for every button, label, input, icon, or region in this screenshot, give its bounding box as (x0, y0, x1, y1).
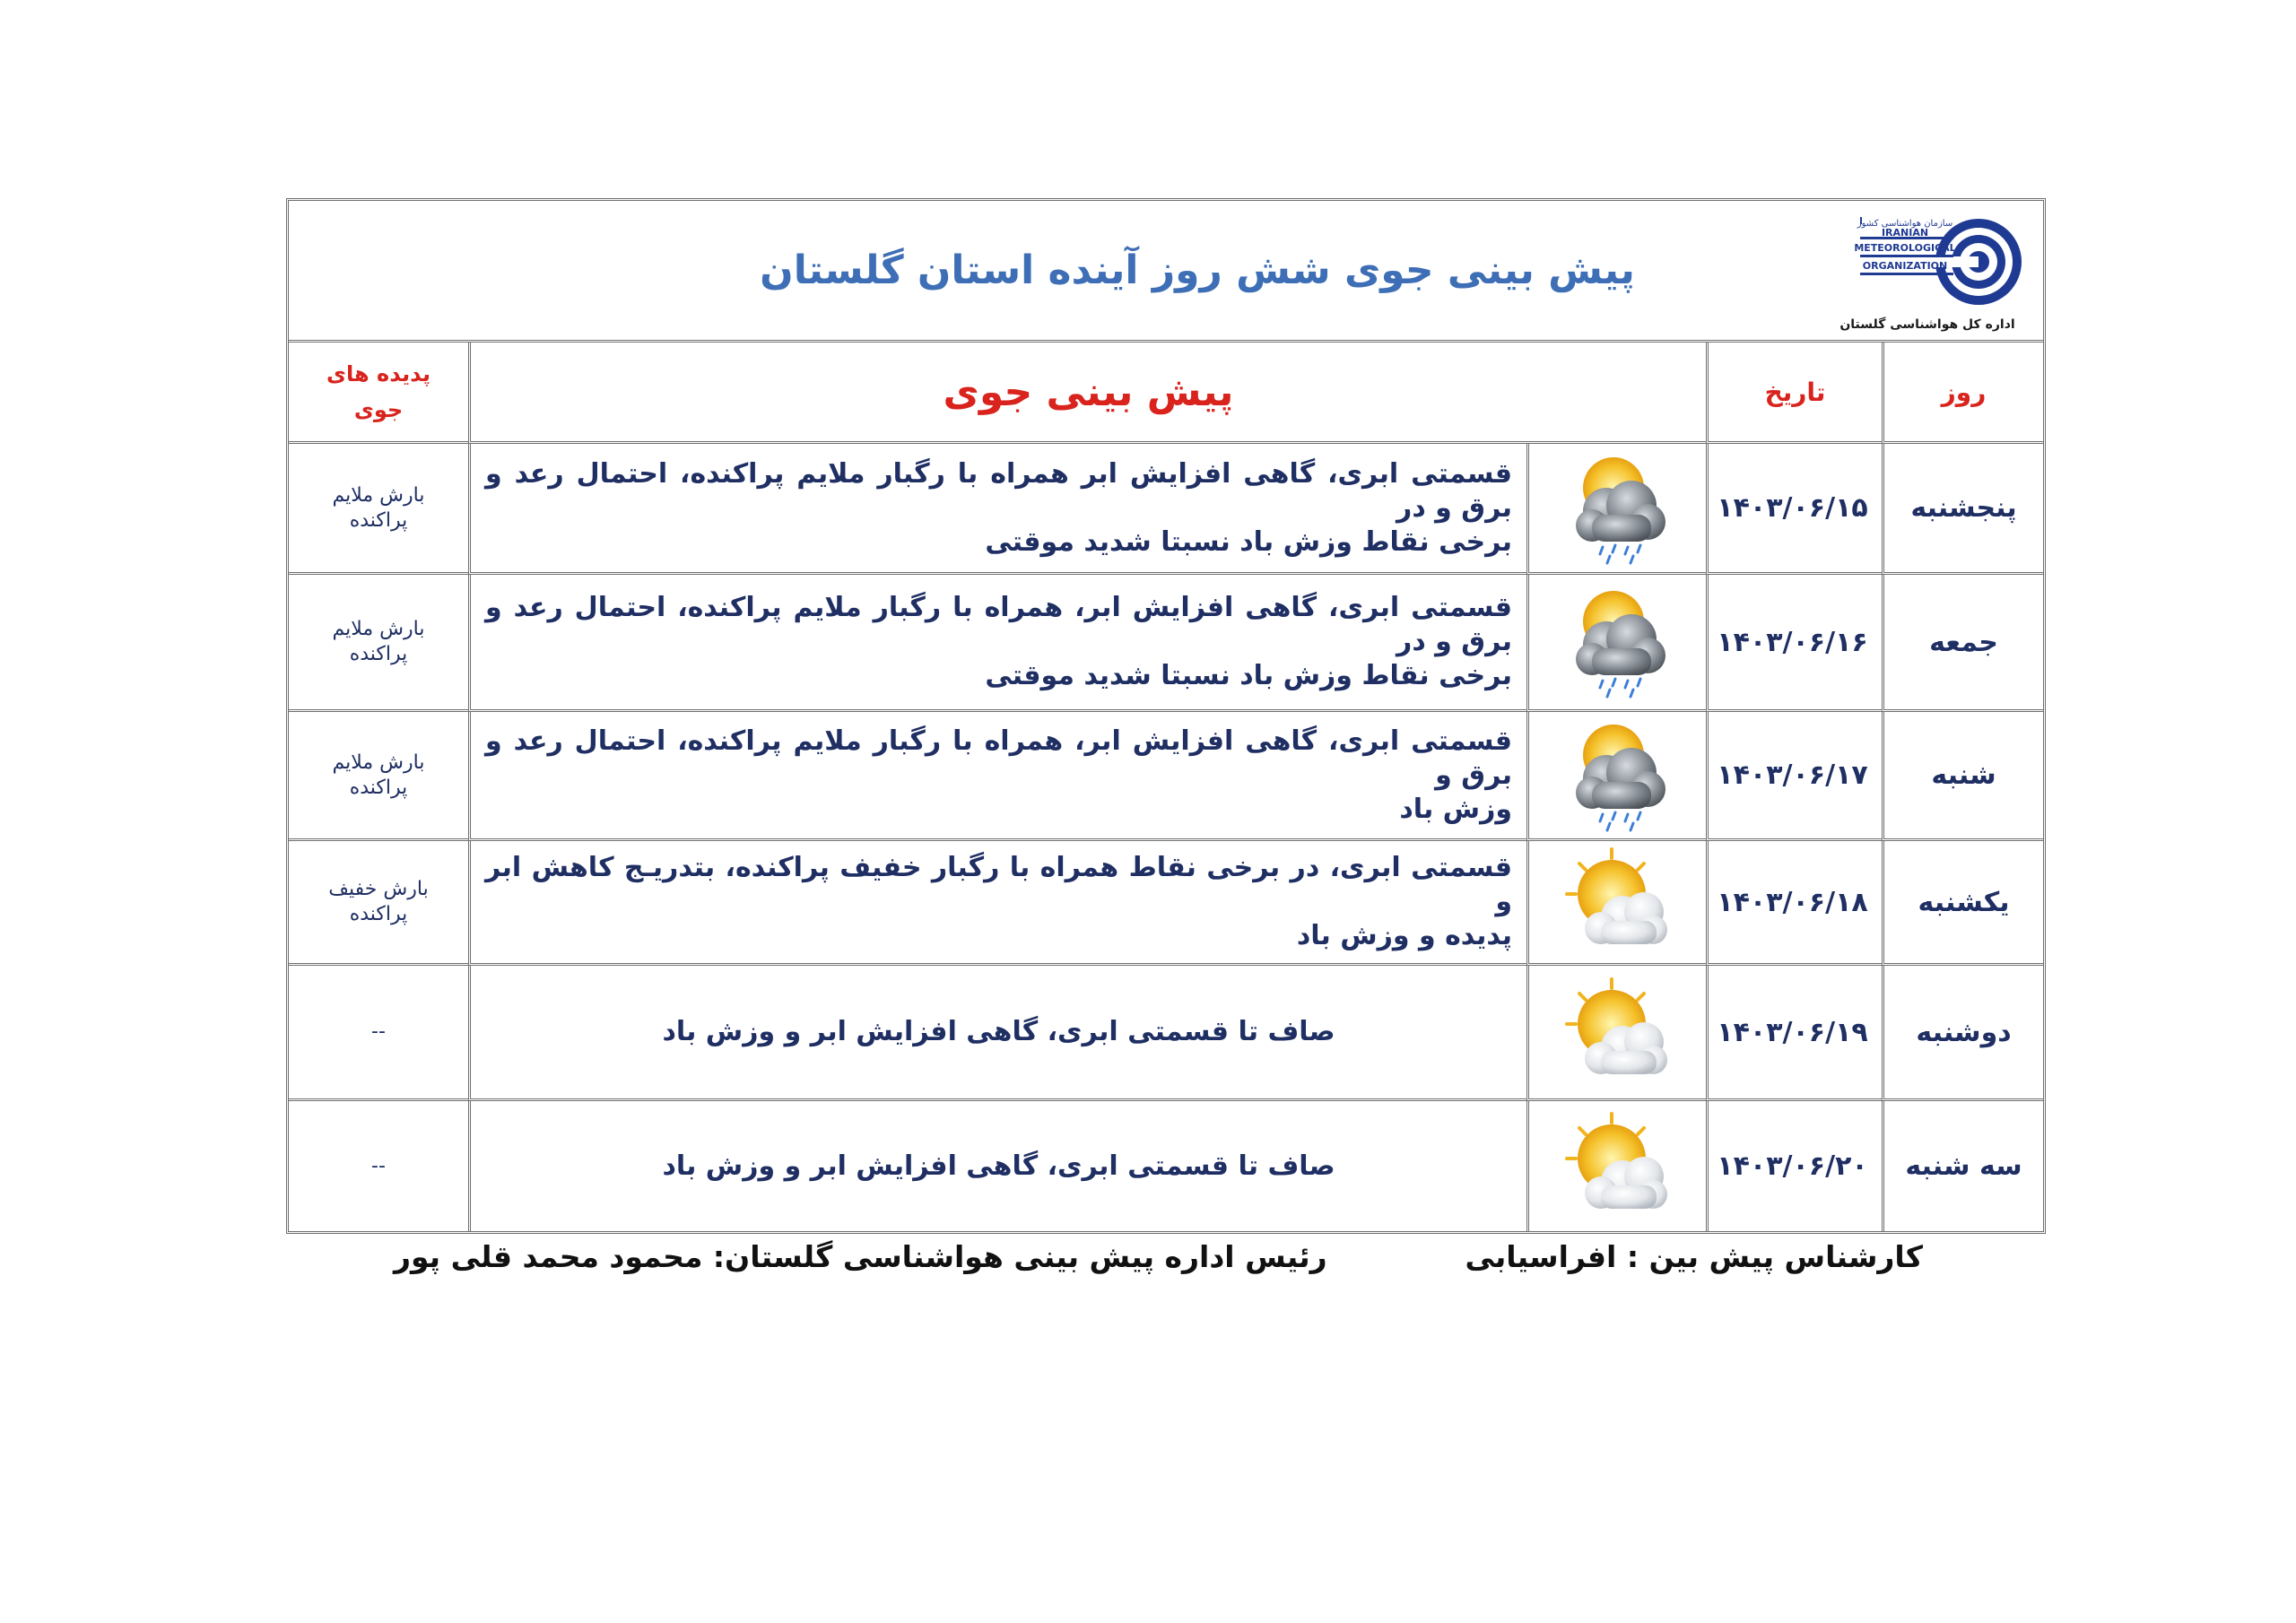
forecast-description-line-1: قسمتی ابری، در برخی نقاط همراه با رگبار خفیف پراکنده، بتدریـج کاهش ابر و (485, 852, 1512, 917)
column-header-forecast: پیش بینی جوی (468, 343, 1706, 444)
phenomena-cell (289, 444, 468, 575)
table-row (289, 712, 2043, 841)
forecast-description-line-2: برخی نقاط وزش باد نسبتا شدید موقتی (985, 525, 1512, 558)
logo-org-en-2: METEOROLOGICAL (1854, 242, 1956, 254)
logo-org-en-1: IRANIAN (1881, 227, 1929, 239)
partly-cloudy-sun-icon (1560, 974, 1676, 1090)
icon-cell (1526, 575, 1706, 712)
forecast-description (468, 712, 1526, 841)
phenomena-cell (289, 712, 468, 841)
table-row (289, 841, 2043, 966)
forecast-description-line-2: وزش باد (1399, 793, 1512, 825)
forecast-description-line-1: قسمتی ابری، گاهی افزایش ابر، همراه با رگبار ملایم پراکنده، احتمال رعد و برق و (485, 725, 1512, 791)
forecast-description-line-1: قسمتی ابری، گاهی افزایش ابر، همراه با رگبار ملایم پراکنده، احتمال رعد و برق و در (485, 592, 1512, 657)
phenomena-cell (289, 841, 468, 966)
column-header-day: روز (1882, 343, 2043, 444)
meteorological-organization-logo (1828, 212, 2027, 332)
table-header-row (289, 343, 2043, 444)
phenomena-line-1: بارش ملایم (332, 751, 425, 774)
phenomena-line-2: پراکنده (349, 643, 408, 665)
column-header-phenomena (289, 343, 468, 444)
partly-cloudy-sun-icon (1560, 844, 1676, 960)
table-row (289, 1101, 2043, 1231)
rain-cloud-sun-icon (1560, 584, 1676, 700)
forecast-description-line-2: پدیده و وزش باد (1296, 920, 1512, 951)
rain-cloud-sun-icon (1560, 717, 1676, 834)
phenomena-line-2: پراکنده (349, 903, 408, 925)
column-header-phenomena-line-2: جوی (353, 397, 404, 422)
logo-org-en-3: ORGANIZATION (1862, 260, 1948, 272)
phenomena-line-1: -- (371, 1154, 386, 1177)
forecaster-signature: کارشناس پیش بین : افراسیابی (1465, 1239, 1923, 1274)
day-cell: شنبه (1882, 712, 2043, 841)
date-cell: ۱۴۰۳/۰۶/۱۹ (1706, 966, 1882, 1101)
date-cell: ۱۴۰۳/۰۶/۱۶ (1706, 575, 1882, 712)
table-row (289, 575, 2043, 712)
column-header-phenomena-line-1: پدیده های (326, 361, 430, 386)
table-row (289, 966, 2043, 1101)
forecast-table (289, 343, 2043, 1231)
day-cell: پنجشنبه (1882, 444, 2043, 575)
phenomena-line-1: بارش ملایم (332, 483, 425, 507)
date-cell: ۱۴۰۳/۰۶/۱۷ (1706, 712, 1882, 841)
logo-cell (1810, 201, 2043, 340)
phenomena-cell (289, 1101, 468, 1231)
icon-cell (1526, 444, 1706, 575)
rain-cloud-sun-icon (1560, 450, 1676, 567)
phenomena-cell (289, 575, 468, 712)
title-cell (289, 201, 1810, 340)
phenomena-line-1: -- (371, 1020, 386, 1043)
column-header-date: تاریخ (1706, 343, 1882, 444)
footer (286, 1239, 2046, 1293)
date-cell: ۱۴۰۳/۰۶/۱۵ (1706, 444, 1882, 575)
forecast-description-line-1: صاف تا قسمتی ابری، گاهی افزایش ابر و وزش باد (662, 1016, 1335, 1047)
phenomena-line-2: پراکنده (349, 776, 408, 799)
page-title: پیش بینی جوی شش روز آینده استان گلستان (760, 247, 1635, 293)
sheet-header (289, 201, 2043, 343)
day-cell: یکشنبه (1882, 841, 2043, 966)
day-cell: سه شنبه (1882, 1101, 2043, 1231)
logo-caption: اداره کل هواشناسی گلستان (1839, 317, 2015, 332)
phenomena-cell (289, 966, 468, 1101)
meteorology-emblem-icon (1828, 212, 2027, 312)
forecast-sheet (286, 198, 2046, 1234)
forecast-description (468, 444, 1526, 575)
forecast-description-line-2: برخی نقاط وزش باد نسبتا شدید موقتی (985, 660, 1512, 691)
logo-org-small: سازمان هواشناسی کشور (1857, 219, 1953, 229)
day-cell: جمعه (1882, 575, 2043, 712)
forecast-description (468, 1101, 1526, 1231)
phenomena-line-1: بارش ملایم (332, 618, 425, 640)
icon-cell (1526, 841, 1706, 966)
forecast-description (468, 575, 1526, 712)
phenomena-line-2: پراکنده (349, 508, 408, 532)
icon-cell (1526, 712, 1706, 841)
icon-cell (1526, 1101, 1706, 1231)
forecast-description-line-1: قسمتی ابری، گاهی افزایش ابر همراه با رگبار ملایم پراکنده، احتمال رعد و برق و در (485, 457, 1512, 524)
date-cell: ۱۴۰۳/۰۶/۱۸ (1706, 841, 1882, 966)
forecast-description (468, 841, 1526, 966)
forecast-description (468, 966, 1526, 1101)
date-cell: ۱۴۰۳/۰۶/۲۰ (1706, 1101, 1882, 1231)
day-cell: دوشنبه (1882, 966, 2043, 1101)
table-row (289, 444, 2043, 575)
partly-cloudy-sun-icon (1560, 1108, 1676, 1225)
forecast-description-line-1: صاف تا قسمتی ابری، گاهی افزایش ابر و وزش باد (662, 1150, 1335, 1182)
icon-cell (1526, 966, 1706, 1101)
phenomena-line-1: بارش خفیف (328, 878, 429, 900)
office-head-signature: رئیس اداره پیش بینی هواشناسی گلستان: محمود محمد قلی پور (394, 1239, 1327, 1274)
